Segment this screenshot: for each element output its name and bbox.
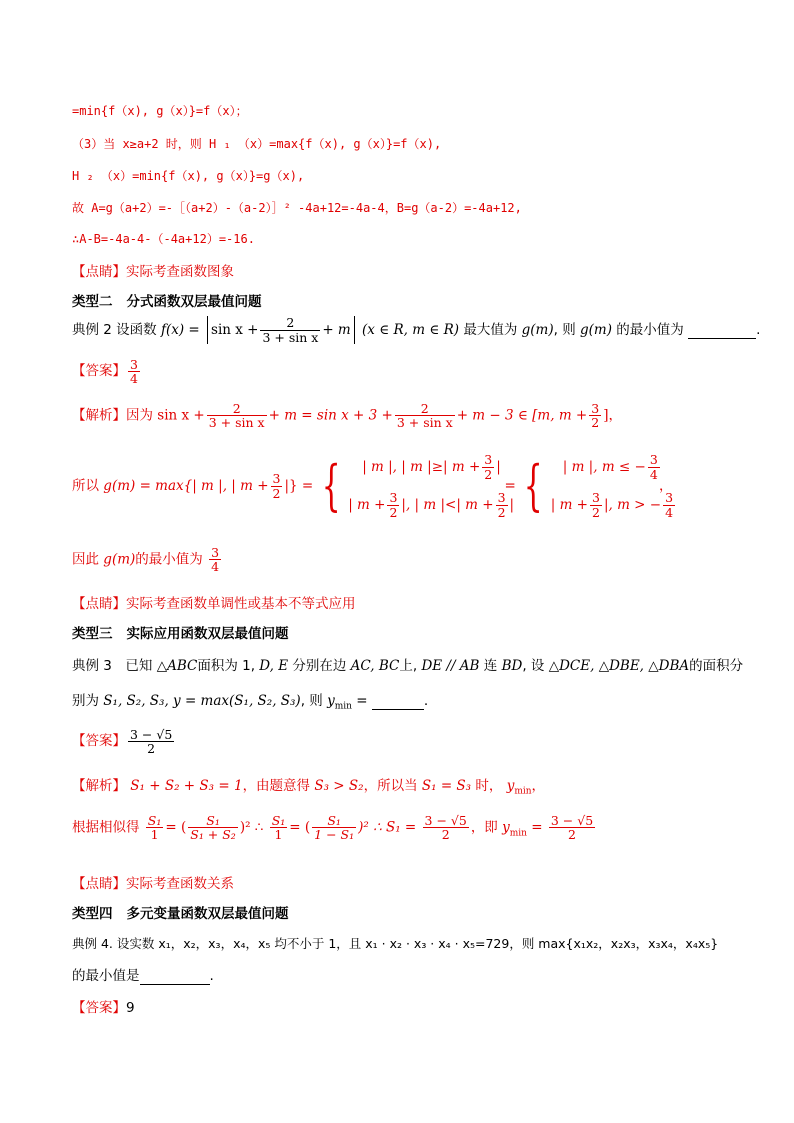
note-text: 实际考查函数图象 <box>126 264 234 280</box>
fraction: $\frac{\text{S₁}}{\text{S₁ + S₂}}$ <box>190 813 236 843</box>
solution-line: =min{f（x), g（x）}=f（x）； <box>72 104 248 118</box>
text: 因此 <box>72 551 99 568</box>
math: )² ∴ S₁ = <box>358 819 417 836</box>
math: = <box>504 478 516 494</box>
fraction: $\frac{\text{S₁}}{1}$ <box>271 813 286 843</box>
math: sin x + <box>157 407 205 424</box>
fraction: $\frac{3 - √5}{2}$ <box>130 727 173 757</box>
example-2 <box>72 316 760 344</box>
note-tag: 【点睛】 <box>72 876 126 892</box>
math: AC, BC <box>350 658 400 674</box>
answer-tag: 【答案】 <box>72 733 126 750</box>
example-4-cont <box>72 964 214 985</box>
fraction: $\frac{2}{\text{3 + sin x}}$ <box>208 401 265 431</box>
text: 因为 <box>126 407 153 424</box>
text: 最大值为 <box>463 322 518 338</box>
math: f(x) = <box>160 322 200 338</box>
math: △ABC <box>156 658 198 674</box>
solution-tag: 【解析】 <box>72 407 126 424</box>
text: ， <box>531 778 546 794</box>
fraction: $\frac{\text{S₁}}{1}$ <box>147 813 162 843</box>
math: D, E <box>259 658 289 674</box>
text: 所以 <box>72 478 99 494</box>
math: = <box>531 819 543 836</box>
note-block <box>72 592 356 612</box>
section-heading <box>72 290 262 310</box>
math: g(m) = max{| m |, | m + <box>103 478 269 494</box>
subscript: min <box>334 701 352 712</box>
fraction: $\frac{3}{2}$ <box>591 401 600 431</box>
math: + m = sin x + 3 + <box>268 407 393 424</box>
text: 分别在边 <box>292 658 347 674</box>
math: = ( <box>289 819 311 836</box>
text: 根据相似得 <box>72 819 140 836</box>
math: DE // AB <box>421 658 480 674</box>
math: sin x + <box>211 322 259 338</box>
math: , y = max(S₁, S₂, S₃) <box>164 693 301 709</box>
left-brace: { <box>321 454 341 517</box>
answer-tag: 【答案】 <box>72 1000 126 1016</box>
math: y <box>327 693 335 709</box>
math: S₁ + S₂ + S₃ = 1 <box>130 778 243 794</box>
subscript: min <box>509 828 527 839</box>
text: 时， <box>475 778 503 794</box>
fraction: $\frac{2}{\text{3 + sin x}}$ <box>396 401 453 431</box>
math: |} = <box>284 478 314 494</box>
section-heading <box>72 902 289 922</box>
answer-block <box>72 996 135 1016</box>
math: S₁ = S₃ <box>421 778 472 794</box>
example-prefix: 典例 2 设函数 <box>72 322 157 338</box>
answer-blank <box>372 693 424 710</box>
answer-value: 9 <box>126 1000 135 1016</box>
math: + m − 3 ∈ [m, m + <box>456 407 588 424</box>
text: ，所以当 <box>363 778 418 794</box>
math: )² ∴ <box>239 819 264 836</box>
text: 连 <box>483 658 498 674</box>
solution-line <box>72 774 545 797</box>
note-tag: 【点睛】 <box>72 264 126 280</box>
math: + m <box>322 322 351 338</box>
text: , 则 <box>553 322 576 338</box>
text: 上, <box>399 658 418 674</box>
solution-line <box>72 402 622 429</box>
math: g(m) <box>521 322 554 338</box>
text: ， <box>608 407 622 424</box>
fraction: $\frac{2}{\text{3 + sin x}}$ <box>262 315 319 345</box>
solution-line: H ₂ （x）=min{f（x), g（x）}=g（x), <box>72 169 305 183</box>
answer-block <box>72 358 142 385</box>
math: = ( <box>165 819 187 836</box>
solution-line: 故 A=g（a+2）=-［（a+2）-（a-2）］² -4a+12=-4a-4，B=g（a-2）=-4a+12, <box>72 201 522 215</box>
text: , 设 <box>522 658 545 674</box>
math: y <box>502 819 510 836</box>
text: . <box>209 968 214 984</box>
text: . <box>423 693 429 709</box>
solution-line <box>72 814 597 841</box>
section-title: 实际应用函数双层最值问题 <box>126 626 289 642</box>
text: . <box>756 322 761 338</box>
answer-block <box>72 728 176 755</box>
note-text: 实际考查函数单调性或基本不等式应用 <box>126 596 356 612</box>
example-3 <box>72 654 743 674</box>
math: S₃ > S₂ <box>314 778 364 794</box>
math: = <box>356 693 368 709</box>
note-block <box>72 872 234 892</box>
cases: | m |, | m |≥| m + $\frac{3}{2}$ | | m + $\frac{3}{2}$ |, | m |<| m + $\frac{3}{2}$ | <box>348 452 515 520</box>
solution-tag: 【解析】 <box>72 778 126 794</box>
answer-blank <box>140 968 210 985</box>
example-4: 典例 4. 设实数 x₁，x₂，x₃，x₄，x₅ 均不小于 1，且 x₁ · x₂ · x₃ · x₄ · x₅=729，则 max{x₁x₂，x₂x₃，x₃x₄，x₄x₅} <box>72 936 719 951</box>
text: ，由题意得 <box>242 778 311 794</box>
answer-blank <box>688 322 756 339</box>
cases: | m |, m ≤ − $\frac{3}{4}$ | m + $\frac{3}{2}$ |, m > − $\frac{3}{4}$ <box>550 452 674 520</box>
fraction: $\frac{3}{2}$ <box>272 471 281 501</box>
text: 的最小值为 <box>135 551 203 568</box>
solution-line <box>72 448 673 524</box>
math: (x ∈ R, m ∈ R) <box>362 322 460 338</box>
left-brace: { <box>523 454 543 517</box>
solution-line: ∴A-B=-4a-4-（-4a+12）=-16. <box>72 232 255 246</box>
text: 的最小值是 <box>72 968 140 984</box>
math: S₁, S₂, S₃ <box>103 693 165 709</box>
subscript: min <box>514 786 532 797</box>
text: 的最小值为 <box>616 322 684 338</box>
fraction: $\frac{3 - √5}{2}$ <box>424 813 467 843</box>
text: , 则 <box>300 693 323 709</box>
answer-tag: 【答案】 <box>72 363 126 380</box>
example-prefix: 典例 3 已知 <box>72 658 153 674</box>
example-3-cont <box>72 689 428 712</box>
text: ， <box>659 478 673 494</box>
text: 面积为 1, <box>197 658 255 674</box>
fraction: $\frac{3}{4}$ <box>211 545 220 575</box>
section-label: 类型二 <box>72 294 113 310</box>
fraction: $\frac{3 - √5}{2}$ <box>550 813 594 843</box>
math: △DCE, △DBE, △DBA <box>548 658 690 674</box>
math: BD <box>501 658 523 674</box>
text: 的面积分 <box>689 658 744 674</box>
fraction: $\frac{\text{S₁}}{\text{1 − S₁}}$ <box>314 813 355 843</box>
note-text: 实际考查函数关系 <box>126 876 234 892</box>
text: 别为 <box>72 693 99 709</box>
solution-line: （3）当 x≥a+2 时，则 H ₁ （x）=max{f（x), g（x）}=f（x), <box>72 137 442 151</box>
math: y <box>506 778 515 794</box>
note-tag: 【点睛】 <box>72 596 126 612</box>
section-label: 类型四 <box>72 906 113 922</box>
note-block <box>72 260 234 280</box>
text: ，即 <box>470 819 498 836</box>
math: g(m) <box>580 322 612 338</box>
math: ] <box>603 407 609 424</box>
section-title: 多元变量函数双层最值问题 <box>126 906 289 922</box>
solution-line <box>72 546 223 573</box>
section-label: 类型三 <box>72 626 113 642</box>
section-title: 分式函数双层最值问题 <box>126 294 262 310</box>
section-heading <box>72 622 289 642</box>
fraction: $\frac{3}{4}$ <box>130 357 138 387</box>
math: g(m) <box>103 551 136 568</box>
